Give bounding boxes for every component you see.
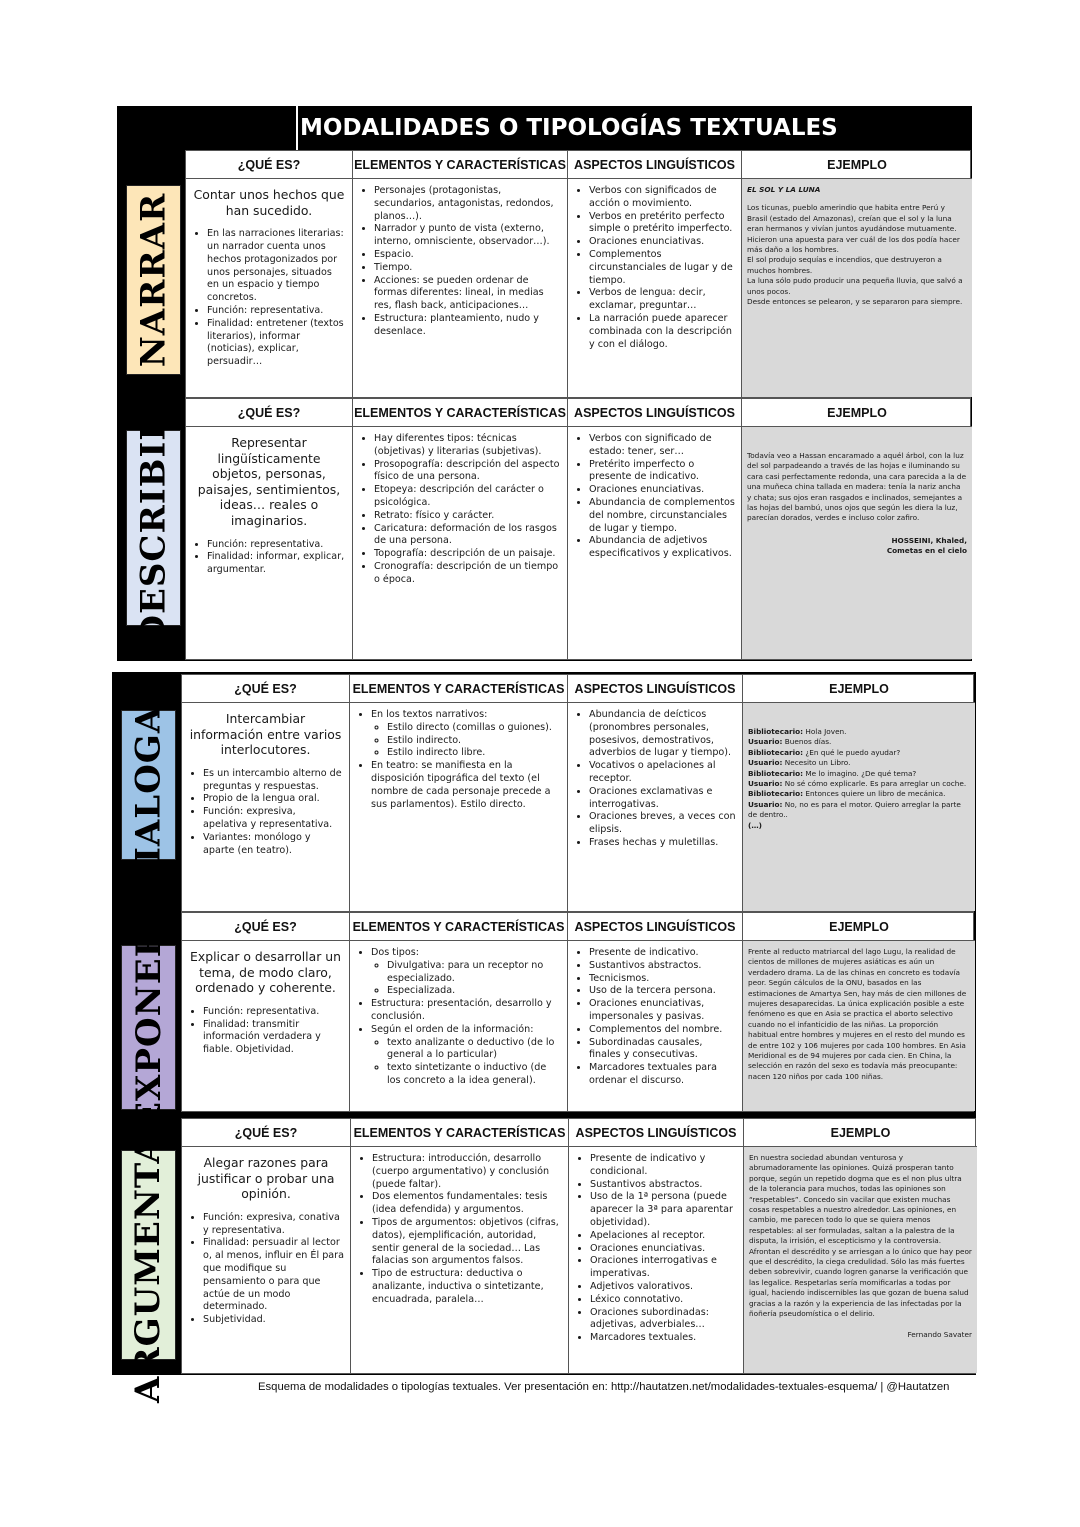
list-item: • Acciones: se pueden ordenar de formas diferentes: lineal, in medias res, flash back, anticipaciones… — [374, 275, 561, 313]
list-item: • Narrador y punto de vista (externo, interno, omnisciente, observador…). — [374, 223, 561, 249]
list-item: • Variantes: monólogo y aparte (en teatro). — [203, 832, 343, 858]
narrar-ejemplo-title: EL SOL Y LA LUNA — [747, 185, 821, 194]
list-item: • Complementos circunstanciales de lugar y de tiempo. — [589, 249, 735, 287]
label-narrar — [126, 185, 181, 375]
list-item: • Tiempo. — [374, 262, 561, 275]
header-aspectos: ASPECTOS LINGUÍSTICOS — [568, 675, 743, 703]
section-exponer — [181, 912, 974, 1112]
label-describir-text: DESCRIBIR — [133, 411, 174, 645]
narrar-elementos — [353, 179, 568, 397]
dialogue-text: Entonces quiere un libro de mecánica. — [805, 789, 946, 799]
list-item: • Oraciones exclamativas e interrogativas. — [589, 786, 736, 812]
list-item: • Marcadores textuales. — [590, 1332, 737, 1345]
list-item: • Presente de indicativo. — [589, 947, 736, 960]
list-item: • La narración puede aparecer combinada con la descripción y con el diálogo. — [589, 313, 735, 351]
dialogar-que-es — [182, 703, 350, 911]
list-item: • Finalidad: transmitir información verdadera y fiable. Objetividad. — [203, 1019, 343, 1057]
label-describir — [126, 411, 181, 645]
describir-aspectos — [568, 427, 742, 659]
dialogue-speaker: Usuario: — [748, 758, 783, 768]
list-item: • Estructura: presentación, desarrollo y conclusión. — [371, 998, 561, 1024]
exponer-orden-sub — [371, 1037, 561, 1088]
describir-ejemplo — [742, 427, 972, 659]
argumentar-ejemplo — [744, 1147, 977, 1373]
exponer-elementos-list — [356, 947, 561, 1088]
dialogue-speaker: Usuario: — [748, 779, 783, 789]
narrar-aspectos-list — [574, 185, 735, 351]
list-item: • Oraciones interrogativas e imperativas. — [590, 1255, 737, 1281]
list-item: • Oraciones subordinadas: adjetivas, adverbiales… — [590, 1307, 737, 1333]
list-item: • Subjetividad. — [203, 1314, 344, 1327]
dialogue-speaker: Bibliotecario: — [748, 768, 804, 778]
describir-que-es — [186, 427, 353, 659]
describir-elementos-list — [359, 433, 561, 587]
list-item: • Cronografía: descripción de un tiempo o época. — [374, 561, 561, 587]
list-item: • Propio de la lengua oral. — [203, 793, 343, 806]
list-item: • Función: representativa. — [207, 539, 346, 552]
list-item: • Es un intercambio alterno de preguntas y respuestas. — [203, 768, 343, 794]
dialogue-text: Me lo imagino. ¿De qué tema? — [805, 768, 917, 778]
dialogue-line — [748, 727, 970, 737]
list-item: • Tipos de argumentos: objetivos (cifras, datos), ejemplificación, autoridad, sentir general de la sociedad… Las falacias son argumentos falsos. — [372, 1217, 562, 1268]
exponer-orden: Según el orden de la información: — [371, 1023, 534, 1035]
exponer-aspectos — [568, 941, 743, 1111]
header-que-es: ¿QUÉ ES? — [186, 399, 353, 427]
dialogar-ejemplo — [743, 703, 975, 911]
dialogue-line — [748, 821, 970, 831]
list-item: • Tipo de estructura: deductiva o analizante, inductiva o sintetizante, encuadrada, paralela… — [372, 1268, 562, 1306]
list-item: • Presente de indicativo y condicional. — [590, 1153, 737, 1179]
label-exponer — [121, 927, 176, 1128]
list-item: • Oraciones enunciativas. — [590, 1243, 737, 1256]
dialogue-line — [748, 758, 970, 768]
exponer-ejemplo-text: Frente al reducto matriarcal del lago Lugu, la realidad de cientos de millones de mujeres asiáticas es aún un verdadero drama. La de las chinas en concreto es todavía peor. Según cálculos de la ONU, basados en las estimaciones de Amartya Sen, hay más de cien millones de mujeres desaparecidas. La única explicación posible a este fenómeno es que en Asia se practica el aborto selectivo cuando no el infanticidio de las niñas. La proporción habitual entre hombres y mujeres en el resto del mundo es de entre 102 y 106 mujeres por cada 100 hombres. En Asia Meridional es de 94 mujeres por cada cien. En China, la selección en razón del sexo es todavía más preocupante: nacen 120 niños por cada 100 niñas. — [748, 947, 967, 1081]
footer-credit: Esquema de modalidades o tipologías textuales. Ver presentación en: http://hautatzen.net/modalidades-textuales-esquema/ | @Hautatzen — [258, 1381, 950, 1393]
list-item: • Uso de la 1ª persona (puede aparecer la 3ª para aparentar objetividad). — [590, 1191, 737, 1229]
list-item: • Función: expresiva, conativa y representativa. — [203, 1212, 344, 1238]
exponer-que-es — [182, 941, 350, 1111]
list-item: • Hay diferentes tipos: técnicas (objetivas) y literarias (subjetivas). — [374, 433, 561, 459]
list-item: • Personajes (protagonistas, secundarios, antagonistas, redondos, planos…). — [374, 185, 561, 223]
label-narrar-text: NARRAR — [133, 192, 174, 368]
argumentar-que-list — [188, 1212, 344, 1327]
dialogue-text: Hola Joven. — [805, 727, 847, 736]
describir-aspectos-list — [574, 433, 735, 561]
argumentar-ejemplo-author: Fernando Savater — [907, 1329, 972, 1339]
dialogue-text: Buenos días. — [784, 737, 832, 747]
section-describir — [185, 398, 971, 660]
dialogue-text: ¿En qué le puedo ayudar? — [805, 747, 901, 757]
argumentar-intro: Alegar razones para justificar o probar una opinión. — [197, 1155, 335, 1202]
describir-elementos — [353, 427, 568, 659]
narrar-ejemplo — [742, 179, 972, 397]
dialogue-line — [748, 789, 970, 799]
header-elementos: ELEMENTOS Y CARACTERÍSTICAS — [350, 913, 568, 941]
list-item: • Abundancia de complementos del nombre, circunstanciales de lugar y tiempo. — [589, 497, 735, 535]
list-item: • Frases hechas y muletillas. — [589, 837, 736, 850]
list-item: • Caricatura: deformación de los rasgos de una persona. — [374, 523, 561, 549]
exponer-tipos: Dos tipos: — [371, 947, 419, 958]
argumentar-elementos-list — [357, 1153, 562, 1307]
narrar-que-list — [192, 228, 346, 369]
list-item: ◦ Divulgativa: para un receptor no especializado. — [387, 960, 561, 986]
list-item: ◦ Especializada. — [387, 985, 561, 998]
label-dialogar — [121, 676, 176, 894]
narrar-ejemplo-p4: Desde entonces se pelearon, y se separaron para siempre. — [747, 297, 963, 307]
header-ejemplo: EJEMPLO — [742, 151, 972, 179]
list-item: • Léxico connotativo. — [590, 1294, 737, 1307]
exponer-aspectos-list — [574, 947, 736, 1088]
list-item: • Etopeya: descripción del carácter o psicológica. — [374, 484, 561, 510]
list-item — [371, 1024, 561, 1088]
narrar-ejemplo-p3: La luna sólo pudo producir una pequeña lluvia, que salvó a unos pocos. — [747, 276, 963, 296]
label-exponer-text: EXPONER — [128, 927, 169, 1128]
list-item — [371, 709, 561, 760]
label-dialogar-text: DIALOGAR — [128, 676, 169, 894]
list-item: • Sustantivos abstractos. — [590, 1179, 737, 1192]
dialogue-line — [748, 779, 970, 789]
dialogue-text: No sé cómo explicarle. Es para arreglar un coche. — [784, 779, 967, 789]
describir-que-list — [192, 539, 346, 577]
dialogue-text: No, no es para el motor. Quiero arreglar la parte de dentro.. — [748, 799, 961, 820]
list-item: ◦ Estilo indirecto. — [387, 735, 561, 748]
header-aspectos: ASPECTOS LINGUÍSTICOS — [569, 1119, 744, 1147]
list-item: • Espacio. — [374, 249, 561, 262]
header-que-es: ¿QUÉ ES? — [186, 151, 353, 179]
list-item: • Dos elementos fundamentales: tesis (idea defendida) y argumentos. — [372, 1191, 562, 1217]
header-elementos: ELEMENTOS Y CARACTERÍSTICAS — [353, 151, 568, 179]
dialogue-speaker: Bibliotecario: — [748, 747, 804, 757]
list-item: • Finalidad: informar, explicar, argumentar. — [207, 551, 346, 577]
header-aspectos: ASPECTOS LINGUÍSTICOS — [568, 399, 742, 427]
argumentar-ejemplo-text: En nuestra sociedad abundan venturosa y abrumadoramente las opiniones. Quizá prosperan tanto porque, según un repetido dogma que es el non plus ultra de la tolerancia para muchos, todas las opiniones son “respetables”. Concedo sin vacilar que existen muchas cosas respetables a nuestro alrededor. Las opiniones, en cambio, me parecen todo lo que se quiera menos respetables: al ser formuladas, saltan a la palestra de la disputa, la irrisión, el escepticismo y la controversia. Afrontan el descrédito y se arriesgan a lo único que hay peor que el descrédito, la ciega credulidad. Sólo las más fuertes deben sobrevivir, cuando logren ganarse la verificación que las legalice. Respetarlas sería momificarlas a todas por igual, haciendo indiscernibles las que gozan de buena salud gracias a la razón y la experiencia de las infectadas por la ñoñería pseudomística o el delirio. — [749, 1153, 972, 1319]
list-item: • Finalidad: entretener (textos literarios), informar (noticias), explicar, persuadir… — [207, 318, 346, 369]
list-item — [371, 947, 561, 998]
exponer-que-list — [188, 1006, 343, 1057]
list-item: • Adjetivos valorativos. — [590, 1281, 737, 1294]
list-item: • Subordinadas causales, finales y consecutivas. — [589, 1037, 736, 1063]
list-item: • Finalidad: persuadir al lector o, al menos, influir en Él para que modifique su pensamiento o para que actúe de un modo determinado. — [203, 1237, 344, 1314]
narrar-elementos-list — [359, 185, 561, 339]
list-item: ◦ texto sintetizante o inductivo (de los concreto a la idea general). — [387, 1062, 561, 1088]
argumentar-que-es — [182, 1147, 351, 1373]
dialogue-line — [748, 769, 970, 779]
list-item: ◦ Estilo indirecto libre. — [387, 747, 561, 760]
dialogar-aspectos-list — [574, 709, 736, 850]
list-item: • Tecnicismos. — [589, 973, 736, 986]
list-item: • Verbos con significado de estado: tener, ser… — [589, 433, 735, 459]
header-ejemplo: EJEMPLO — [744, 1119, 977, 1147]
header-que-es: ¿QUÉ ES? — [182, 1119, 351, 1147]
list-item: • Prosopografía: descripción del aspecto físico de una persona. — [374, 459, 561, 485]
dialogar-intro: Intercambiar información entre varios interlocutores. — [189, 711, 342, 758]
exponer-intro: Explicar o desarrollar un tema, de modo claro, ordenado y coherente. — [190, 949, 341, 996]
narrar-ejemplo-p1: Los ticunas, pueblo amerindio que habita entre Perú y Brasil (estado del Amazonas), creían que el sol y la luna eran hermanos y vivían juntos ayudándose mutuamente. Hicieron una apuesta para ver cuál de los dos podía hacer más daño a los hombres. — [747, 203, 960, 255]
list-item: • Función: representativa. — [203, 1006, 343, 1019]
list-item: • Oraciones breves, a veces con elipsis. — [589, 811, 736, 837]
dialogue-line — [748, 737, 970, 747]
list-item: • Verbos en pretérito perfecto simple o pretérito imperfecto. — [589, 211, 735, 237]
list-item: • Abundancia de deícticos (pronombres personales, posesivos, demostrativos, adverbios de lugar y tiempo). — [589, 709, 736, 760]
exponer-elementos — [350, 941, 568, 1111]
header-que-es: ¿QUÉ ES? — [182, 913, 350, 941]
list-item: • Verbos con significados de acción o movimiento. — [589, 185, 735, 211]
section-argumentar — [181, 1118, 976, 1374]
section-dialogar — [181, 674, 974, 912]
list-item: ◦ Estilo directo (comillas o guiones). — [387, 722, 561, 735]
list-item: • Estructura: planteamiento, nudo y desenlace. — [374, 313, 561, 339]
exponer-ejemplo — [743, 941, 975, 1111]
dialogue-speaker: Bibliotecario: — [748, 789, 804, 799]
dialogue-speaker: Usuario: — [748, 799, 783, 809]
dialogue-text: Necesito un Libro. — [784, 758, 851, 768]
dialogue-speaker: Bibliotecario: — [748, 727, 804, 736]
argumentar-elementos — [351, 1147, 569, 1373]
dialogar-que-list — [188, 768, 343, 858]
dialogue-speaker: Usuario: — [748, 737, 783, 747]
dialogar-aspectos — [568, 703, 743, 911]
list-item: • Oraciones enunciativas, impersonales y pasivas. — [589, 998, 736, 1024]
dialogar-narrativos-sub — [371, 722, 561, 760]
dialogue-line — [748, 800, 970, 821]
list-item: • Sustantivos abstractos. — [589, 960, 736, 973]
list-item: • Vocativos o apelaciones al receptor. — [589, 760, 736, 786]
argumentar-aspectos-list — [575, 1153, 737, 1345]
dialogue-ellipsis: (…) — [748, 820, 762, 830]
label-argumentar — [121, 1106, 176, 1404]
header-elementos: ELEMENTOS Y CARACTERÍSTICAS — [351, 1119, 569, 1147]
list-item: • Función: representativa. — [207, 305, 346, 318]
list-item: • Marcadores textuales para ordenar el discurso. — [589, 1062, 736, 1088]
narrar-aspectos — [568, 179, 742, 397]
header-ejemplo: EJEMPLO — [743, 675, 975, 703]
header-aspectos: ASPECTOS LINGUÍSTICOS — [568, 151, 742, 179]
list-item: • Apelaciones al receptor. — [590, 1230, 737, 1243]
dialogar-elementos — [350, 703, 568, 911]
narrar-ejemplo-p2: El sol produjo sequías e incendios, que destruyeron a muchos hombres. — [747, 255, 942, 275]
header-ejemplo: EJEMPLO — [743, 913, 975, 941]
argumentar-aspectos — [569, 1147, 744, 1373]
list-item: • Complementos del nombre. — [589, 1024, 736, 1037]
list-item: • Abundancia de adjetivos especificativos y explicativos. — [589, 535, 735, 561]
narrar-intro: Contar unos hechos que han sucedido. — [193, 187, 345, 218]
header-aspectos: ASPECTOS LINGUÍSTICOS — [568, 913, 743, 941]
describir-intro: Representar lingüísticamente objetos, personas, paisajes, sentimientos, ideas… reales o imaginarios. — [197, 435, 341, 528]
label-argumentar-text: ARGUMENTAR — [128, 1106, 169, 1404]
exponer-tipos-sub — [371, 960, 561, 998]
dialogue-line — [748, 748, 970, 758]
list-item: • En teatro: se manifiesta en la disposición tipográfica del texto (el nombre de cada personaje precede a sus parlamentos). Estilo directo. — [371, 760, 561, 811]
header-que-es: ¿QUÉ ES? — [182, 675, 350, 703]
list-item: • En las narraciones literarias: un narrador cuenta unos hechos protagonizados por unos personajes, situados en un espacio y tiempo concretos. — [207, 228, 346, 305]
header-elementos: ELEMENTOS Y CARACTERÍSTICAS — [353, 399, 568, 427]
list-item: • Uso de la tercera persona. — [589, 985, 736, 998]
list-item: • Verbos de lengua: decir, exclamar, preguntar… — [589, 287, 735, 313]
header-ejemplo: EJEMPLO — [742, 399, 972, 427]
narrar-que-es — [186, 179, 353, 397]
list-item: • Oraciones enunciativas. — [589, 484, 735, 497]
page-title: MODALIDADES O TIPOLOGÍAS TEXTUALES — [296, 106, 971, 150]
list-item: ◦ texto analizante o deductivo (de lo general a lo particular) — [387, 1037, 561, 1063]
list-item: • Topografía: descripción de un paisaje. — [374, 548, 561, 561]
list-item: • Retrato: físico y carácter. — [374, 510, 561, 523]
dialogar-elementos-list — [356, 709, 561, 811]
describir-ejemplo-text: Todavía veo a Hassan encaramado a aquél árbol, con la luz del sol parpadeando a través de las hojas e iluminando su cara casi perfectamente redonda, una cara parecida a la de una muñeca china tallada en madera: tenía la nariz ancha y chata; sus ojos eran rasgados e inclinados, semejantes a las hojas del bambú, unos ojos que según les diera la luz, parecían dorados, verdes e incluso color zafiro. — [747, 451, 967, 523]
describir-ejemplo-author: HOSSEINI, Khaled, — [891, 535, 967, 545]
list-item: • Pretérito imperfecto o presente de indicativo. — [589, 459, 735, 485]
list-item: • Estructura: introducción, desarrollo (cuerpo argumentativo) y conclusión (puede faltar). — [372, 1153, 562, 1191]
list-item: • Función: expresiva, apelativa y representativa. — [203, 806, 343, 832]
dialogar-narrativos: En los textos narrativos: — [371, 709, 488, 720]
header-elementos: ELEMENTOS Y CARACTERÍSTICAS — [350, 675, 568, 703]
describir-ejemplo-book: Cometas en el cielo — [886, 546, 967, 556]
list-item: • Oraciones enunciativas. — [589, 236, 735, 249]
section-narrar — [185, 150, 971, 398]
